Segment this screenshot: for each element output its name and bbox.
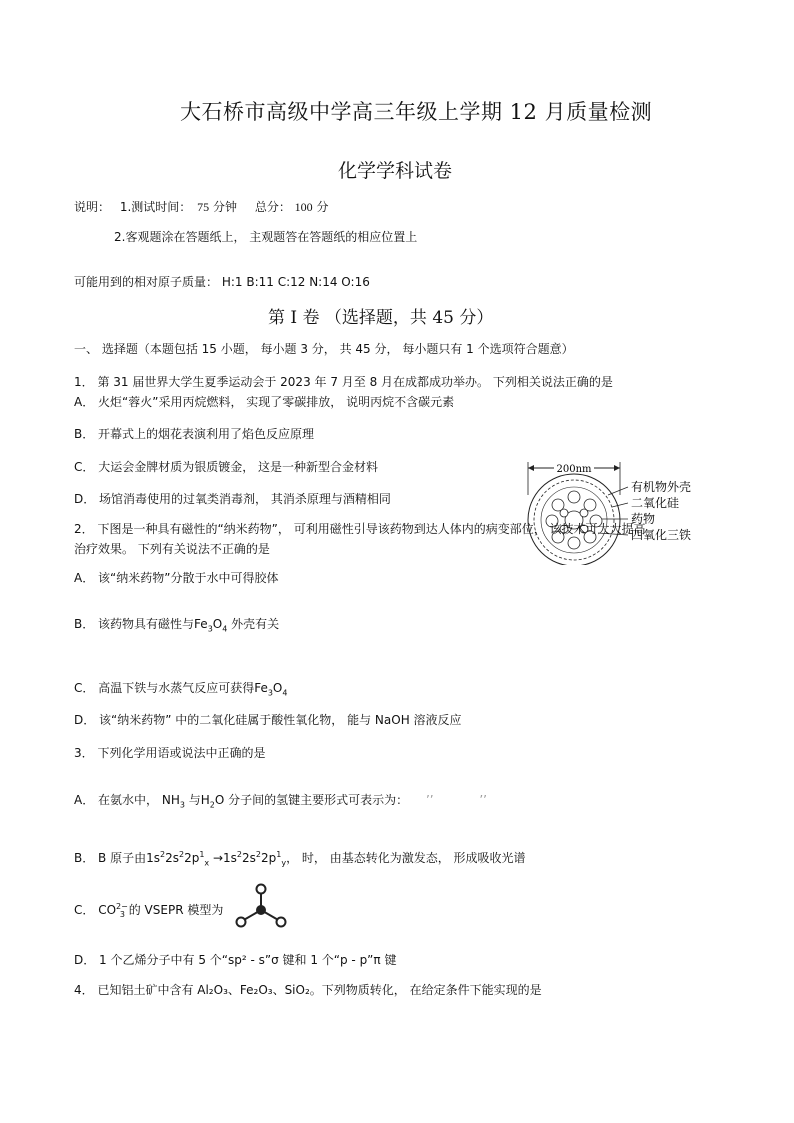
time-label: 测试时间：: [131, 200, 192, 214]
question-1-stem: 1． 第 31 届世界大学生夏季运动会于 2023 年 7 月至 8 月在成都成功举办。 下列相关说法正确的是: [74, 375, 613, 389]
exam-title: 大石桥市高级中学高三年级上学期 12 月质量检测: [180, 100, 653, 124]
question-1-option-d: D． 场馆消毒使用的过氧类消毒剂， 其消杀原理与酒精相同: [74, 492, 391, 506]
section-intro: 一、 选择题（本题包括 15 小题， 每小题 3 分， 共 45 分， 每小题只有 1 个选项符合题意）: [74, 342, 574, 356]
question-3-stem: 3． 下列化学用语或说法中正确的是: [74, 746, 266, 760]
q3c-tail: 的 VSEPR 模型为: [124, 903, 224, 917]
dimension-label: 200nm: [556, 464, 592, 475]
option-c-sub2: 4: [282, 688, 288, 698]
option-c-text: C． 高温下铁与水蒸气反应可获得Fe: [74, 681, 268, 695]
time-unit: 分钟: [212, 200, 237, 214]
question-1-option-c: C． 大运会金牌材质为银质镀金， 这是一种新型合金材料: [74, 460, 379, 474]
q3c-sub: 3: [119, 910, 125, 920]
q3c-charge: 2−: [116, 902, 128, 911]
dimension-arrow-left: [528, 465, 534, 471]
option-b-o: O: [212, 617, 223, 631]
question-3-option-d: D． 1 个乙烯分子中有 5 个“sp² - s”σ 键和 1 个“p - p”π 键: [74, 953, 397, 967]
question-2-option-c: [74, 680, 287, 701]
q3a-sub1: 3: [179, 800, 185, 810]
q3b-tail: ， 时， 由基态转化为激发态， 形成吸收光谱: [286, 851, 526, 865]
q3a-tail: O 分子间的氢键主要形式可表示为：: [214, 793, 409, 807]
question-2-option-b: [74, 616, 279, 637]
question-4-stem: 4． 已知铝土矿中含有 Al₂O₃、Fe₂O₃、SiO₂。下列物质转化， 在给定条件下能实现的是: [74, 983, 542, 997]
instructions-number: 1.: [119, 200, 132, 214]
q3a-mid: 与H: [184, 793, 210, 807]
vsepr-model-figure: [232, 881, 292, 931]
q3c-text: C． CO: [74, 903, 117, 917]
question-2-option-a: A． 该“纳米药物”分散于水中可得胶体: [74, 571, 279, 585]
atomic-masses: 可能用到的相对原子质量： H:1 B:11 C:12 N:14 O:16: [74, 275, 370, 289]
option-b-text: B． 该药物具有磁性与Fe: [74, 617, 208, 631]
question-2-option-d: D． 该“纳米药物” 中的二氧化硅属于酸性氧化物， 能与 NaOH 溶液反应: [74, 713, 462, 727]
dimension-arrow-right: [614, 465, 620, 471]
label-iron-oxide: 四氧化三铁: [631, 528, 692, 542]
label-organic-shell: 有机物外壳: [631, 480, 692, 494]
hydrogen-bond-image-placeholder: ’’ ’’: [425, 793, 487, 807]
nano-drug-figure: [520, 455, 720, 565]
option-c-o: O: [272, 681, 283, 695]
score-label: 总分：: [254, 200, 291, 214]
instructions-line-1: [74, 199, 329, 215]
section-title: 第 I 卷 （选择题，共 45 分）: [268, 308, 494, 328]
q3b-text: B． B 原子由1s: [74, 851, 160, 865]
q3a-text: A． 在氨水中， NH: [74, 793, 180, 807]
question-2-stem-1: 2． 下图是一种具有磁性的“纳米药物”， 可利用磁性引导该药物到达人体内的病变部位， 该技术可大大提高: [74, 522, 646, 536]
instructions-label: 说明：: [74, 200, 111, 214]
option-c-sub1: 3: [267, 688, 273, 698]
question-3-option-c: [74, 899, 223, 923]
instructions-line-2: 2.客观题涂在答题纸上， 主观题答在答题纸的相应位置上: [114, 230, 418, 244]
label-silica: 二氧化硅: [631, 496, 680, 510]
score-value: 100: [294, 200, 313, 214]
exam-subtitle: 化学学科试卷: [338, 160, 453, 182]
option-b-sub1: 3: [207, 624, 213, 634]
question-2-stem-2: 治疗效果。 下列有关说法不正确的是: [74, 542, 270, 556]
question-1-option-a: A． 火炬“蓉火”采用丙烷燃料， 实现了零碳排放， 说明丙烷不含碳元素: [74, 395, 455, 409]
option-b-tail: 外壳有关: [227, 617, 280, 631]
question-3-option-a: [74, 792, 487, 813]
question-1-option-b: B． 开幕式上的烟花表演利用了焰色反应原理: [74, 427, 315, 441]
label-drug: 药物: [631, 512, 656, 526]
q3a-sub2: 2: [209, 800, 215, 810]
score-unit: 分: [316, 200, 329, 214]
time-value: 75: [197, 200, 210, 214]
option-b-sub2: 4: [222, 624, 228, 634]
question-3-option-b: B． B 原子由$1s^22s^22p^1_x \to 1s^22s^22p^1_y$， 时， 由基态转化为激发态， 形成吸收光谱: [74, 850, 526, 868]
drug-particles: [546, 491, 602, 549]
